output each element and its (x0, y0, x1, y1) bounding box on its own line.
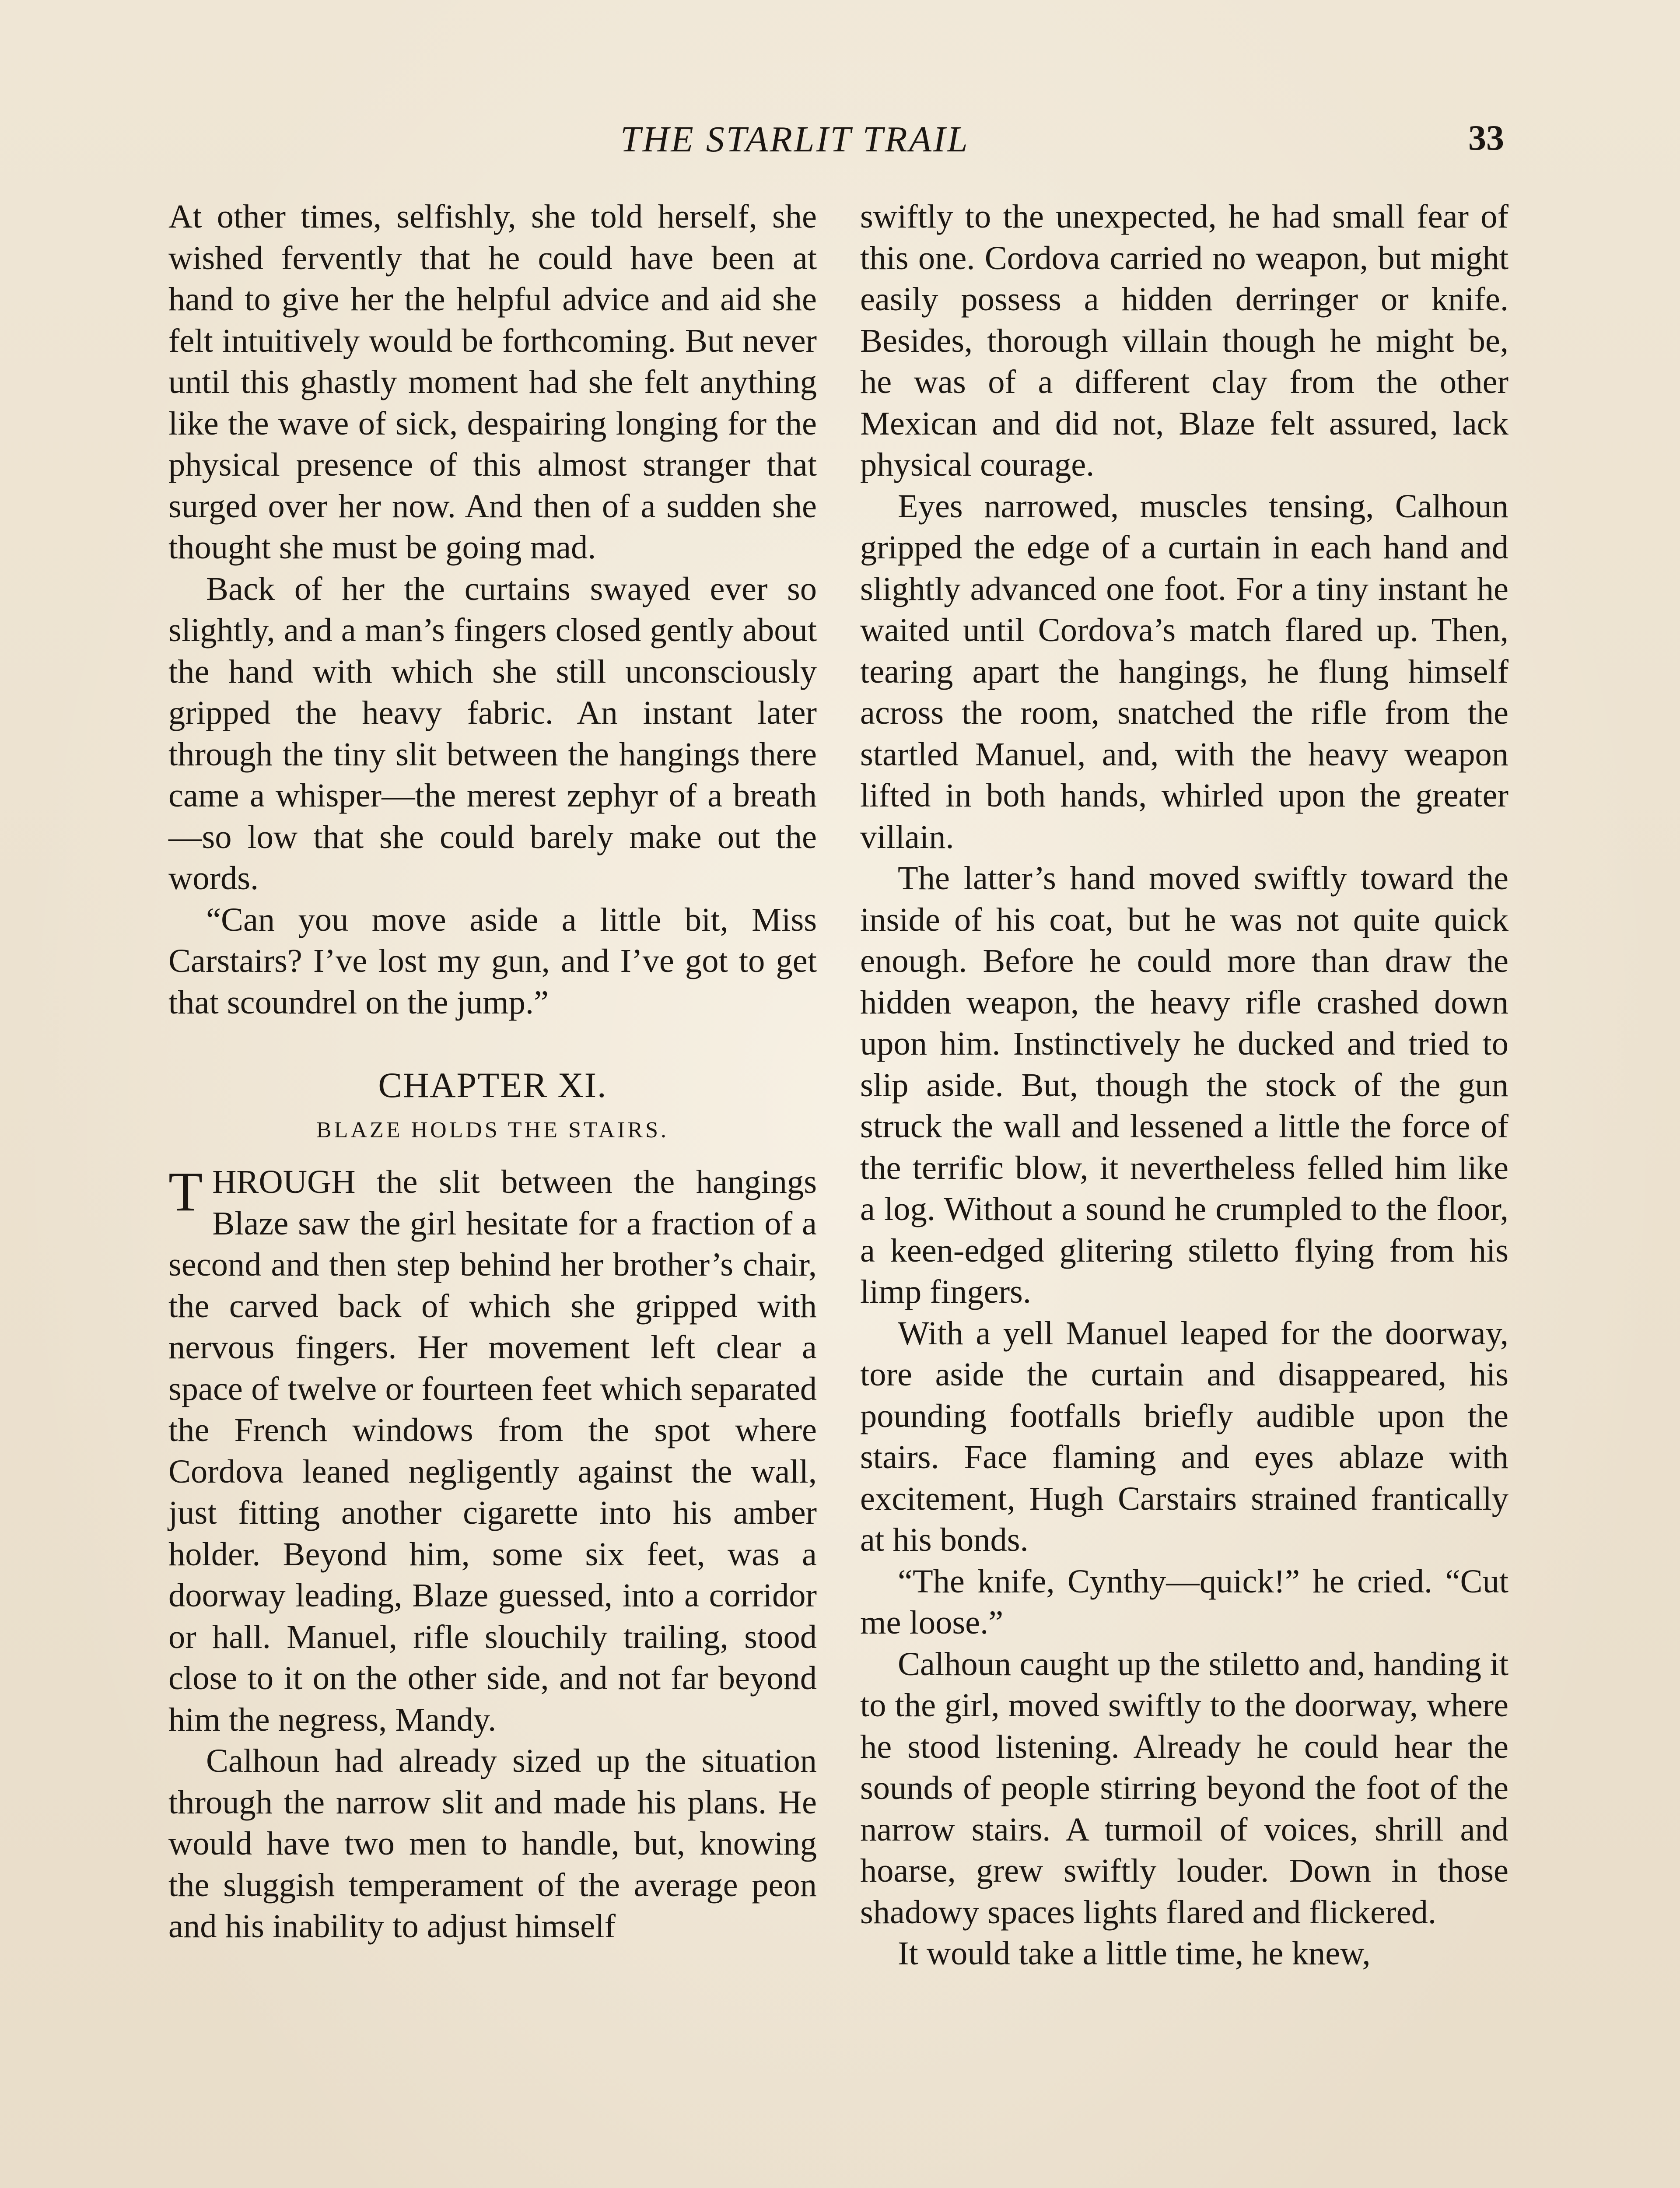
paragraph: Back of her the curtains swayed ever so slightly, and a man’s fingers closed gently about the hand with which she still unconsciously gripped the heavy fabric. An instant later through the tiny slit between the hangings there came a whisper—the merest zephyr of a breath—so low that she could barely make out the words. (168, 570, 817, 897)
drop-cap: T (168, 1161, 203, 1223)
paragraph: It would take a little time, he knew, (898, 1935, 1371, 1972)
paragraph: “The knife, Cynthy—quick!” he cried. “Cut me loose.” (860, 1562, 1508, 1641)
paragraph: At other times, selfishly, she told herself, she wished fervently that he could have been at hand to give her the helpful advice and aid she felt intuitively would be forthcoming. But never until this ghastly moment had she felt anything like the wave of sick, despairing longing for the physical presence of this almost stranger that surged over her now. And then of a sudden she thought she must be going mad. (168, 198, 817, 566)
paragraph: swiftly to the unexpected, he had small fear of this one. Cordova carried no weapon, but might easily possess a hidden derringer or knife. Besides, thorough villain though he might be, he was of a different clay from the other Mexican and did not, Blaze felt assured, lack physical courage. (860, 198, 1508, 483)
paragraph: Eyes narrowed, muscles tensing, Calhoun gripped the edge of a curtain in each hand and slightly advanced one foot. For a tiny instant he waited until Cordova’s match flared up. Then, tearing apart the hangings, he flung himself across the room, snatched the rifle from the startled Manuel, and, with the heavy weapon lifted in both hands, whirled upon the greater villain. (860, 487, 1508, 856)
left-column (168, 196, 817, 1947)
paragraph: “Can you move aside a little bit, Miss Carstairs? I’ve lost my gun, and I’ve got to get that scoundrel on the jump.” (168, 901, 817, 1021)
running-title: THE STARLIT TRAIL (620, 119, 970, 160)
right-column (860, 196, 1508, 1974)
chapter-subtitle: BLAZE HOLDS THE STAIRS. (316, 1118, 669, 1143)
chapter-title: CHAPTER XI. (378, 1065, 607, 1105)
opening-text: HROUGH the slit between the hangings Blaze saw the girl hesitate for a fraction of a second and then step behind her brother’s chair, the carved back of which she gripped with nervous fingers. Her movement left clear a space of twelve or fourteen feet which separated the French windows from the spot where Cordova leaned negligently against the wall, just fitting another cigarette into his amber holder. Beyond him, some six feet, was a doorway leading, Blaze guessed, into a corridor or hall. Manuel, rifle slouchily trailing, stood close to it on the other side, and not far beyond him the negress, Mandy. (168, 1163, 817, 1738)
paragraph: Calhoun caught up the stiletto and, handing it to the girl, moved swiftly to the doorway, where he stood listening. Already he could hear the sounds of people stirring beyond the foot of the narrow stairs. A turmoil of voices, shrill and hoarse, grew swiftly louder. Down in those shadowy spaces lights flared and flickered. (860, 1645, 1508, 1931)
page-number: 33 (1468, 118, 1504, 158)
paragraph: The latter’s hand moved swiftly toward the inside of his coat, but he was not quite quick enough. Before he could more than draw the hidden weapon, the heavy rifle crashed down upon him. Instinctively he ducked and tried to slip aside. But, though the stock of the gun struck the wall and lessened a little the force of the terrific blow, it nevertheless felled him like a log. Without a sound he crumpled to the floor, a keen-edged glitering stiletto flying from his limp fingers. (860, 859, 1508, 1310)
paragraph: With a yell Manuel leaped for the doorway, tore aside the curtain and disappeared, his pounding footfalls briefly audible upon the stairs. Face flaming and eyes ablaze with excitement, Hugh Carstairs strained frantically at his bonds. (860, 1314, 1508, 1558)
chapter-opening (168, 1161, 817, 1740)
paragraph: Calhoun had already sized up the situation through the narrow slit and made his plans. He would have two men to handle, but, knowing the sluggish temperament of the average peon and his inability to adjust himself (168, 1742, 817, 1945)
